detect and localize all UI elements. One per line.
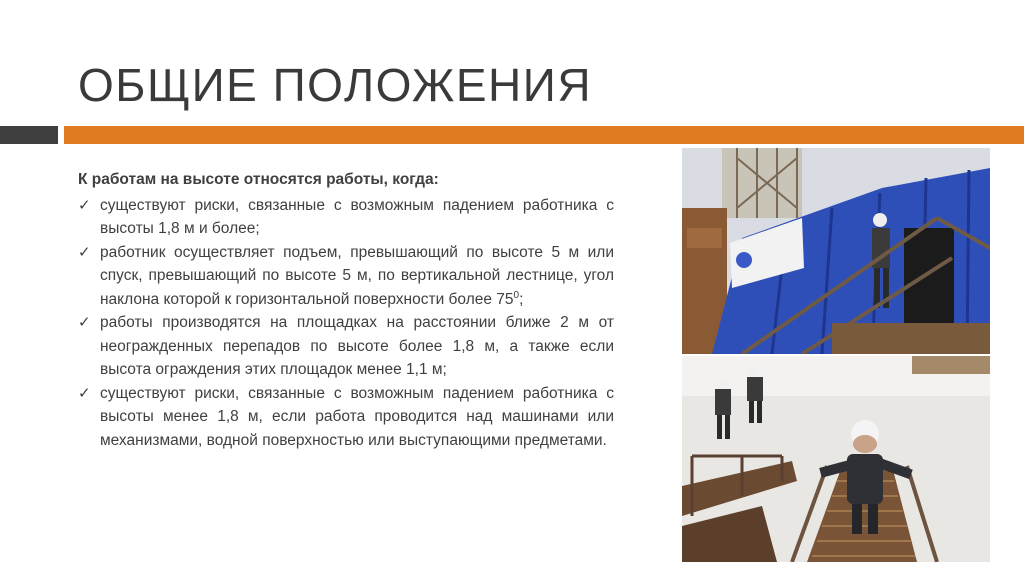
checkmark-icon: ✓	[78, 314, 91, 331]
snow-stairs-photo	[682, 356, 990, 562]
degree-superscript: 0	[513, 289, 520, 301]
list-item-text: существуют риски, связанные с возможным падением работника с высоты менее 1,8 м, если работа проводится над машинами или механизмами, водной поверхностью или выступающими предметами.	[100, 384, 614, 449]
intro-text: К работам на высоте относятся работы, когда:	[78, 171, 439, 188]
checkmark-icon: ✓	[78, 243, 91, 261]
list-item	[78, 241, 614, 312]
rig-worker-photo	[682, 148, 990, 354]
list-item-text: работы производятся на площадках на расстоянии ближе 2 м от неогражденных перепадов по высоте более 1,8 м, а также если высота ограждения этих площадок менее 1,1 м;	[100, 314, 614, 378]
bullet-list	[78, 194, 614, 453]
checkmark-icon: ✓	[78, 384, 91, 402]
list-item	[78, 311, 614, 382]
slide-title: ОБЩИЕ ПОЛОЖЕНИЯ	[78, 59, 593, 111]
title-underline-accent	[64, 126, 1024, 144]
list-item	[78, 382, 614, 453]
checkmark-icon: ✓	[78, 196, 91, 214]
list-item-text: существуют риски, связанные с возможным падением работника с высоты 1,8 м и более;	[100, 196, 614, 237]
list-item-text: работник осуществляет подъем, превышающий по высоте 5 м или спуск, превышающий по высоте 5 м, по вертикальной лестнице, угол наклона которой к горизонтальной поверхности более 75	[100, 243, 614, 308]
list-item-text-end: ;	[519, 290, 524, 308]
list-item	[78, 194, 614, 241]
title-underline-dark	[0, 126, 58, 144]
slide-body	[78, 168, 614, 452]
